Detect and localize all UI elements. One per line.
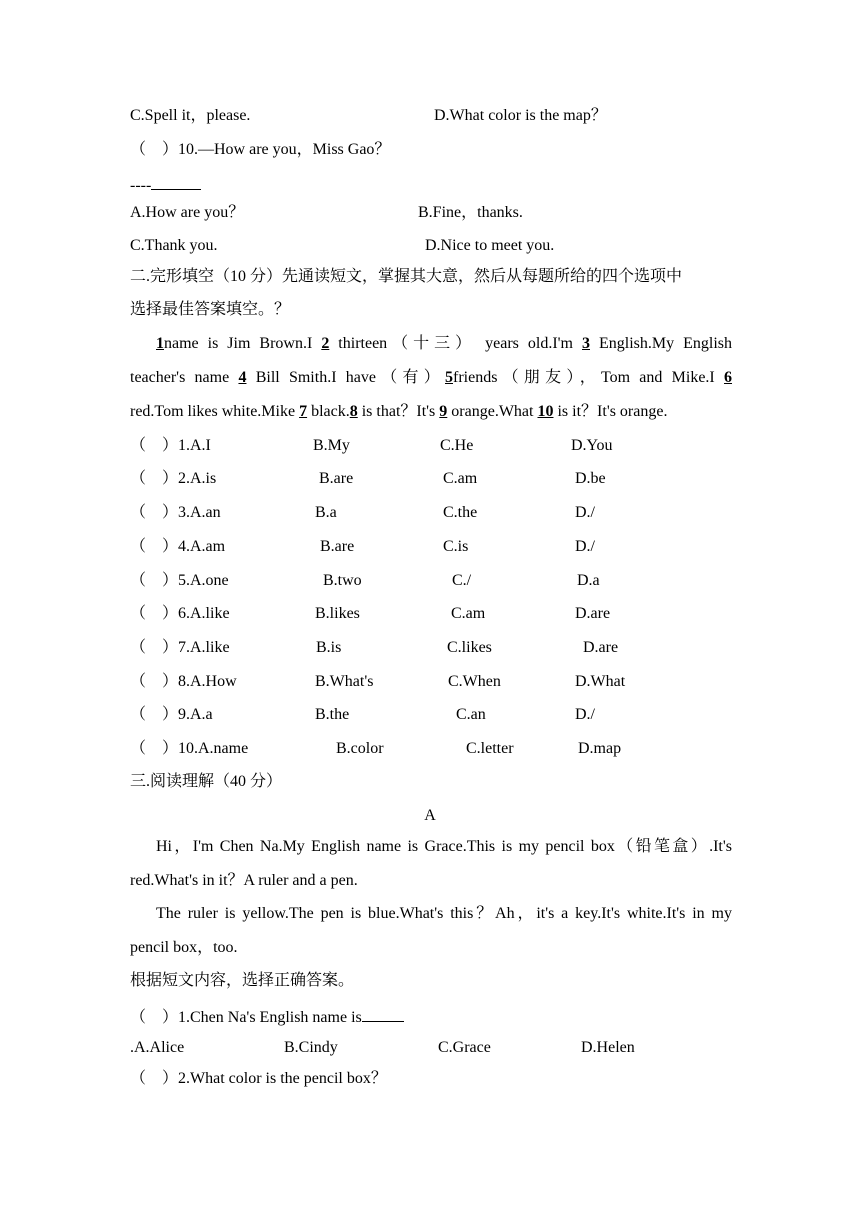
cloze-q9-option-b: B.the: [315, 706, 350, 723]
cloze-q1-option-c: C.He: [440, 437, 474, 454]
blank-5: 5: [445, 369, 453, 386]
q10-option-a: A.How are you？: [130, 204, 245, 221]
reading-q2-prompt: （ ）2.What color is the pencil box？: [130, 1070, 387, 1087]
passage-a-label: A: [424, 807, 436, 824]
cloze-q6-option-d: D.are: [575, 605, 611, 622]
reading-q1-option-b: B.Cindy: [284, 1039, 338, 1056]
reading-para2-line1: The ruler is yellow.The pen is blue.What's this？Ah，it's a key.It's white.It's in my: [156, 905, 732, 922]
cloze-q7-option-b: B.is: [316, 639, 342, 656]
cloze-q3-option-b: B.a: [315, 504, 337, 521]
cloze-q6-option-b: B.likes: [315, 605, 360, 622]
cloze-q2-option-b: B.are: [319, 470, 354, 487]
blank-1: 1: [156, 335, 164, 352]
cloze-q9-option-d: D./: [575, 706, 595, 723]
cloze-q7-option-c: C.likes: [447, 639, 492, 656]
cloze-q10-option-b: B.color: [336, 740, 384, 757]
cloze-q5-option-b: B.two: [323, 572, 362, 589]
cloze-q4-option-a: （ ）4.A.am: [130, 538, 226, 555]
cloze-q5-option-c: C./: [452, 572, 472, 589]
reading-instruction: 根据短文内容，选择正确答案。: [130, 972, 355, 989]
q10-prompt: （ ）10.—How are you，Miss Gao？: [130, 141, 391, 158]
reading-q1-option-a: .A.Alice: [130, 1039, 185, 1056]
answer-blank: [151, 173, 201, 190]
answer-blank: [362, 1005, 404, 1022]
cloze-q2-option-d: D.be: [575, 470, 606, 487]
cloze-q1-option-d: D.You: [571, 437, 613, 454]
blank-3: 3: [582, 335, 590, 352]
q9-option-d: D.What color is the map？: [434, 107, 607, 124]
blank-2: 2: [321, 335, 330, 352]
cloze-q2-option-a: （ ）2.A.is: [130, 470, 217, 487]
cloze-q8-option-d: D.What: [575, 673, 626, 690]
cloze-q4-option-b: B.are: [320, 538, 355, 555]
blank-10: 10: [537, 403, 554, 420]
cloze-q9-option-a: （ ）9.A.a: [130, 706, 213, 723]
reading-para1-line1: Hi，I'm Chen Na.My English name is Grace.This is my pencil box（铅笔盒）.It's: [156, 838, 732, 855]
cloze-q6-option-a: （ ）6.A.like: [130, 605, 230, 622]
q10-answer-line: [130, 173, 201, 196]
cloze-passage-line2: teacher's name 4 Bill Smith.I have（有）5friends（朋友），Tom and Mike.I 6: [130, 369, 733, 386]
cloze-passage-line1: 1name is Jim Brown.I 2 thirteen（十三） years old.I'm 3 English.My English: [156, 335, 732, 352]
q10-option-d: D.Nice to meet you.: [425, 237, 555, 254]
section3-heading: 三.阅读理解（40 分）: [130, 773, 283, 790]
cloze-q8-option-c: C.When: [448, 673, 501, 690]
section2-heading-line1: 二.完形填空（10 分）先通读短文，掌握其大意，然后从每题所给的四个选项中: [130, 268, 683, 285]
section2-heading-line2: 选择最佳答案填空。？: [130, 301, 291, 318]
cloze-q1-option-a: （ ）1.A.I: [130, 437, 211, 454]
cloze-q2-option-c: C.am: [443, 470, 478, 487]
q10-option-c: C.Thank you.: [130, 237, 218, 254]
cloze-q5-option-d: D.a: [577, 572, 600, 589]
cloze-q4-option-d: D./: [575, 538, 595, 555]
cloze-q5-option-a: （ ）5.A.one: [130, 572, 229, 589]
blank-4: 4: [238, 369, 247, 386]
cloze-q3-option-d: D./: [575, 504, 595, 521]
cloze-q10-option-a: （ ）10.A.name: [130, 740, 249, 757]
blank-6: 6: [724, 369, 733, 386]
blank-7: 7: [299, 403, 308, 420]
cloze-q3-option-a: （ ）3.A.an: [130, 504, 221, 521]
reading-q1-option-d: D.Helen: [581, 1039, 635, 1056]
cloze-q4-option-c: C.is: [443, 538, 469, 555]
cloze-q10-option-c: C.letter: [466, 740, 514, 757]
cloze-q6-option-c: C.am: [451, 605, 486, 622]
cloze-q10-option-d: D.map: [578, 740, 622, 757]
cloze-q7-option-d: D.are: [583, 639, 619, 656]
cloze-q9-option-c: C.an: [456, 706, 486, 723]
q9-option-c: C.Spell it，please.: [130, 107, 251, 124]
blank-8: 8: [349, 403, 358, 420]
reading-para1-line2: red.What's in it？A ruler and a pen.: [130, 872, 358, 889]
reading-q1-option-c: C.Grace: [438, 1039, 491, 1056]
reading-para2-line2: pencil box，too.: [130, 939, 238, 956]
cloze-q1-option-b: B.My: [313, 437, 350, 454]
q10-dash: ----: [130, 177, 152, 194]
cloze-q8-option-b: B.What's: [315, 673, 374, 690]
cloze-q3-option-c: C.the: [443, 504, 478, 521]
cloze-q7-option-a: （ ）7.A.like: [130, 639, 230, 656]
cloze-passage-line3: red.Tom likes white.Mike 7 black.8 is that？It's 9 orange.What 10 is it？It's orange.: [130, 403, 668, 420]
reading-q1-prompt: （ ）1.Chen Na's English name is: [130, 1005, 404, 1028]
q10-option-b: B.Fine，thanks.: [418, 204, 523, 221]
cloze-q8-option-a: （ ）8.A.How: [130, 673, 237, 690]
blank-9: 9: [439, 403, 448, 420]
